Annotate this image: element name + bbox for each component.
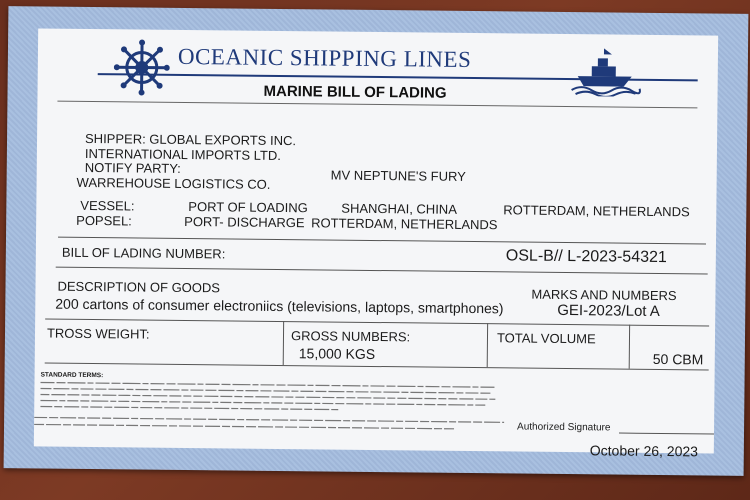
document-title: MARINE BILL OF LADING <box>263 82 447 102</box>
bill-number-value: OSL-B// L-2023-54321 <box>505 247 667 267</box>
popsel-label: POPSEL: <box>76 212 132 229</box>
description-label: DESCRIPTION OF GOODS <box>57 278 221 296</box>
description-value: 200 cartons of consumer electroniics (televisions, laptops, smartphones) <box>55 295 504 317</box>
vessel-label: VESSEL: <box>80 197 135 214</box>
notify-party-name: WARREHOUSE LOGISTICS CO. <box>76 174 271 192</box>
marks-label: MARKS AND NUMBERS <box>531 286 677 304</box>
company-name: OCEANIC SHIPPING LINES <box>177 43 472 72</box>
port-loading-label: PORT OF LOADING <box>188 199 308 216</box>
authorized-signature-label: Authorized Signature <box>517 421 611 434</box>
notify-party-label: NOTIFY PARTY: <box>84 159 181 176</box>
port-loading-value: SHANGHAI, CHINA <box>341 200 457 217</box>
tross-weight-label: TROSS WEIGHT: <box>46 325 150 342</box>
consignee-line: INTERNATIONAL IMPORTS LTD. <box>84 145 281 163</box>
ship-logo-icon <box>568 46 643 97</box>
gross-numbers-value: 15,000 KGS <box>298 345 376 362</box>
bill-number-label: BILL OF LADING NUMBER: <box>61 244 226 262</box>
port-discharge-value: ROTTERDAM, NETHERLANDS <box>311 215 498 233</box>
vessel-name: MV NEPTUNE'S FURY <box>330 167 466 184</box>
port-discharge-label: PORT- DISCHARGE <box>184 213 305 231</box>
shipper-line: SHIPPER: GLOBAL EXPORTS INC. <box>84 130 297 149</box>
total-volume-label: TOTAL VOLUME <box>496 330 596 347</box>
document-body <box>34 28 718 460</box>
marks-value: GEI-2023/Lot A <box>557 301 660 320</box>
gross-numbers-label: GROSS NUMBERS: <box>290 328 411 345</box>
destination-value: ROTTERDAM, NETHERLANDS <box>503 202 690 220</box>
document-date: October 26, 2023 <box>589 442 699 460</box>
standard-terms-label: STANDARD TERMS: <box>40 371 104 380</box>
ship-wheel-icon <box>114 39 171 96</box>
bill-of-lading-sheet <box>4 6 749 476</box>
total-volume-value: 50 CBM <box>652 350 704 368</box>
